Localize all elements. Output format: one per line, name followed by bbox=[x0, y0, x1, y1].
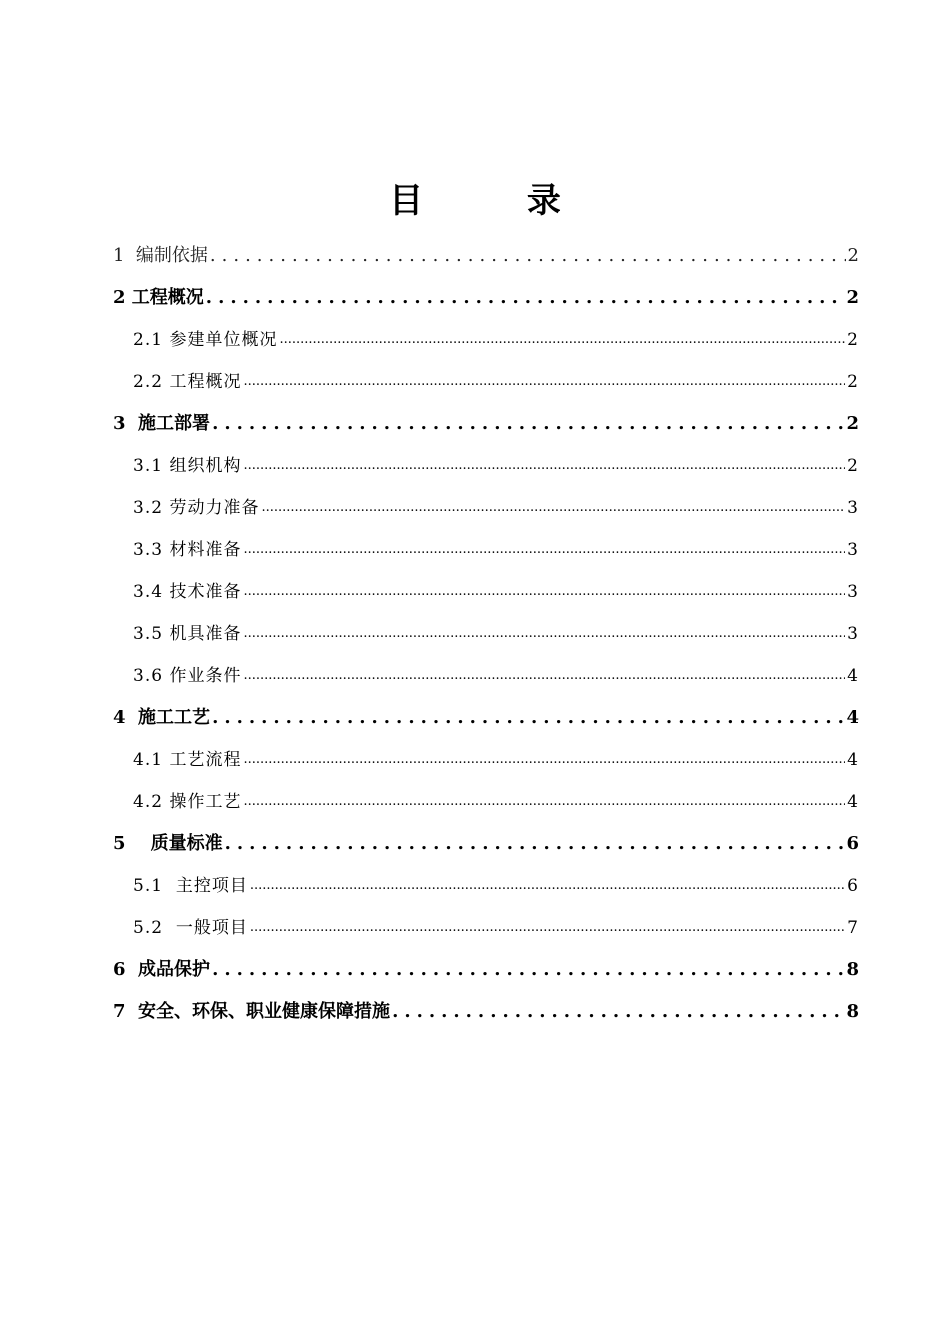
toc-leader-dots bbox=[212, 410, 844, 438]
toc-entry[interactable] bbox=[133, 368, 859, 396]
toc-entry[interactable] bbox=[133, 914, 859, 942]
toc-entry[interactable] bbox=[113, 410, 859, 438]
toc-entry[interactable] bbox=[133, 872, 859, 900]
toc-leader-dots bbox=[279, 326, 845, 354]
toc-entry-page: 7 bbox=[847, 918, 859, 938]
toc-entry[interactable] bbox=[113, 704, 859, 732]
toc-entry-page: 8 bbox=[846, 1001, 859, 1022]
toc-entry[interactable] bbox=[113, 956, 859, 984]
toc-entry-label: 3.3 材料准备 bbox=[133, 540, 242, 560]
toc-entry[interactable] bbox=[133, 326, 859, 354]
toc-entry-page: 2 bbox=[846, 287, 859, 308]
toc-entry-label: 2.1 参建单位概况 bbox=[133, 330, 278, 350]
toc-entry[interactable] bbox=[113, 242, 859, 270]
toc-leader-dots bbox=[212, 704, 844, 732]
toc-entry-page: 3 bbox=[847, 540, 859, 560]
toc-entry-page: 4 bbox=[847, 792, 859, 812]
toc-entry-label: 5.1 主控项目 bbox=[133, 876, 248, 896]
toc-entry-page: 4 bbox=[846, 707, 859, 728]
toc-leader-dots bbox=[250, 872, 845, 900]
toc-entry-page: 3 bbox=[847, 498, 859, 518]
toc-leader-dots bbox=[243, 620, 845, 648]
toc-entry-label: 1 编制依据 bbox=[113, 245, 208, 266]
toc-entry-label: 3.5 机具准备 bbox=[133, 624, 242, 644]
toc-entry-label: 4.2 操作工艺 bbox=[133, 792, 242, 812]
toc-leader-dots bbox=[225, 830, 845, 858]
toc-entry-label: 4 施工工艺 bbox=[113, 707, 211, 728]
toc-leader-dots bbox=[243, 452, 845, 480]
toc-entry-label: 5 质量标准 bbox=[113, 833, 223, 854]
toc-leader-dots bbox=[243, 536, 845, 564]
toc-leader-dots bbox=[250, 914, 845, 942]
toc-entry[interactable] bbox=[133, 452, 859, 480]
toc-entry[interactable] bbox=[133, 578, 859, 606]
toc-entry-page: 3 bbox=[847, 582, 859, 602]
toc-entry-label: 3.6 作业条件 bbox=[133, 666, 242, 686]
toc-entry[interactable] bbox=[133, 494, 859, 522]
toc-entry-label: 2.2 工程概况 bbox=[133, 372, 242, 392]
toc-leader-dots bbox=[243, 788, 845, 816]
toc-entry-page: 2 bbox=[847, 372, 859, 392]
toc-entry-label: 5.2 一般项目 bbox=[133, 918, 248, 938]
toc-entry-page: 2 bbox=[846, 413, 859, 434]
toc-entry-page: 6 bbox=[847, 876, 859, 896]
toc-entry-page: 4 bbox=[847, 666, 859, 686]
toc-entry[interactable] bbox=[113, 998, 859, 1026]
toc-entry-label: 4.1 工艺流程 bbox=[133, 750, 242, 770]
toc-entry[interactable] bbox=[113, 830, 859, 858]
toc-leader-dots bbox=[243, 746, 845, 774]
toc-entry-page: 4 bbox=[847, 750, 859, 770]
toc-entry[interactable] bbox=[133, 536, 859, 564]
toc-entry[interactable] bbox=[113, 284, 859, 312]
toc-entry-label: 7 安全、环保、职业健康保障措施 bbox=[113, 1001, 391, 1022]
toc-entry-label: 3.1 组织机构 bbox=[133, 456, 242, 476]
toc-entry-page: 2 bbox=[847, 245, 859, 266]
toc-entry-label: 2 工程概况 bbox=[113, 287, 204, 308]
toc-entry[interactable] bbox=[133, 746, 859, 774]
toc-leader-dots bbox=[243, 578, 845, 606]
toc-leader-dots bbox=[261, 494, 845, 522]
toc-leader-dots bbox=[212, 956, 844, 984]
toc-entry-page: 2 bbox=[847, 330, 859, 350]
toc-entry-label: 3.4 技术准备 bbox=[133, 582, 242, 602]
toc-entry[interactable] bbox=[133, 662, 859, 690]
toc-leader-dots bbox=[243, 662, 845, 690]
toc-leader-dots bbox=[243, 368, 845, 396]
toc-entry-page: 6 bbox=[846, 833, 859, 854]
toc-leader-dots bbox=[206, 284, 845, 312]
toc-entry-label: 3 施工部署 bbox=[113, 413, 211, 434]
toc-title: 目 录 bbox=[389, 181, 607, 221]
toc-entry[interactable] bbox=[133, 620, 859, 648]
toc-leader-dots bbox=[210, 242, 846, 270]
toc-entry-page: 2 bbox=[847, 456, 859, 476]
toc-entry-page: 8 bbox=[846, 959, 859, 980]
toc-entry-label: 6 成品保护 bbox=[113, 959, 211, 980]
toc-entry-label: 3.2 劳动力准备 bbox=[133, 498, 260, 518]
toc-entry[interactable] bbox=[133, 788, 859, 816]
toc-entry-page: 3 bbox=[847, 624, 859, 644]
toc-leader-dots bbox=[392, 998, 844, 1026]
